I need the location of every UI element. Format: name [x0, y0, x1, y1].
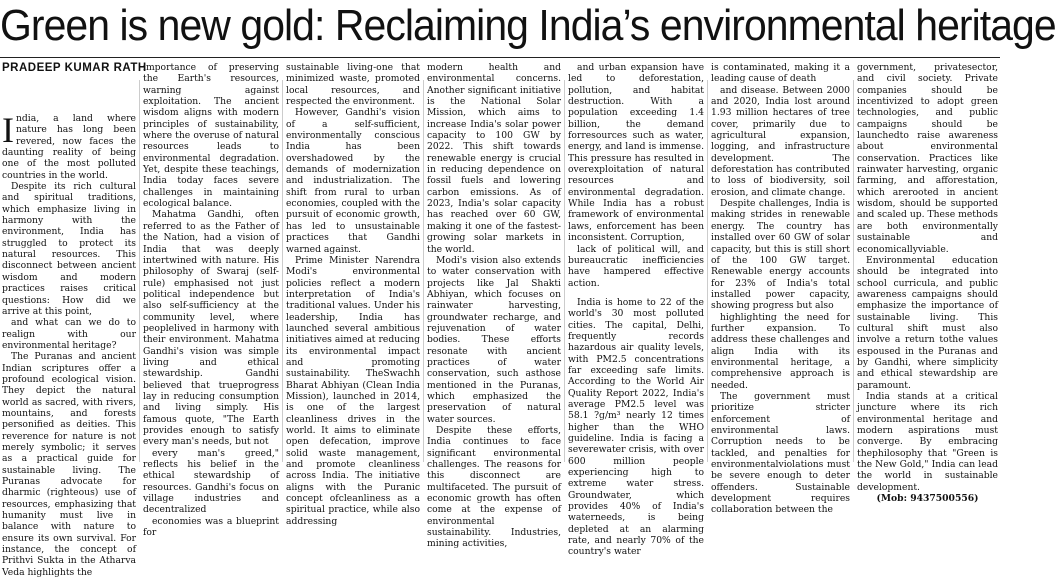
paragraph: and urban expansion have led to deforestation, pollution, and habitat destruction. With a population exceeding 1.4 billion, the demand forresources such as water, energy, and land is immense. This pressure has resulted in overexploitation of natural resources and environmental degradation. While India has a robust framework of environmental laws, enforcement has been inconsistent. Corruption,: [568, 62, 704, 244]
paragraph: government, privatesector, and civil society. Private companies should be incentivized to adopt green technologies, and public campaigns should be launchedto raise awareness about environmental conservation. Practices like rainwater harvesting, organic farming, and afforestation, which arerooted in ancient wisdom, should be supported and scaled up. These methods are both environmentally sustainable and economicallyviable.: [857, 62, 998, 255]
paragraph: Despite challenges, India is making strides in renewable energy. The country has installed over 60 GW of solar capacity, but this is still short of the 100 GW target. Renewable energy accounts for 23% of India's total installed power capacity, showing progress but also: [711, 198, 850, 312]
paragraph: lack of political will, and bureaucratic inefficiencies have hampered effective action.: [568, 243, 704, 289]
paragraph: Modi's vision also extends to water conservation with projects like Jal Shakti Abhiyan, which focuses on rainwater harvesting, groundwater recharge, and rejuvenation of water bodies. These efforts resonate with ancient practices of water conservation, such asthose mentioned in the Puranas, which emphasized the preservation of natural water sources.: [427, 254, 561, 425]
paragraph: The Puranas and ancient Indian scriptures offer a profound ecological vision. They depict the natural world as sacred, with rivers, mountains, and forests personified as deities. This reverence for nature is not merely symbolic; it serves as a practical guide for sustainable living. The Puranas advocate for dharmic (righteous) use of resources, emphasizing that humanity must live in balance with nature to ensure its own survival. For instance, the concept of Prithvi Sukta in the Atharva Veda highlights the: [2, 351, 136, 578]
article-column-3: [286, 62, 420, 527]
paragraph: is contaminated, making it a leading cause of death: [711, 62, 850, 85]
paragraph: Despite its rich cultural and spiritual traditions, which emphasize living in harmony with the environment, India has struggled to protect its natural resources. This disconnect between ancient wisdom and modern practices raises critical questions: How did we arrive at this point,: [2, 181, 136, 317]
paragraph: Prime Minister Narendra Modi's environmental policies reflect a modern interpretation of India's traditional values. Under his leadership, India has launched several ambitious initiatives aimed at reducing its environmental impact and promoting sustainability. TheSwachh Bharat Abhiyan (Clean India Mission), launched in 2014, is one of the largest cleanliness drives in the world. It aims to eliminate open defecation, improve solid waste management, and promote cleanliness across India. The initiative aligns with the Puranic concept ofcleanliness as a spiritual practice, while also addressing: [286, 254, 420, 527]
paragraph: and disease. Between 2000 and 2020, India lost around 1.93 million hectares of tree cover, primarily due to agricultural expansion, logging, and infrastructure development. The deforestation has contributed to loss of biodiversity, soil erosion, and climate change.: [711, 84, 850, 198]
column-divider: [423, 80, 424, 462]
paragraph: Environmental education should be integrated into school curricula, and public awareness campaigns should emphasize the importance of sustainable living. This cultural shift must also involve a return tothe values espoused in the Puranas and by Gandhi, where simplicity and ethical stewardship are paramount.: [857, 254, 998, 391]
paragraph: India is home to 22 of the world's 30 most polluted cities. The capital, Delhi, frequently records hazardous air quality levels, with PM2.5 concentrations far exceeding safe limits. According to the World Air Quality Report 2022, India's average PM2.5 level was 58.1 ?g/m³ nearly 12 times higher than the WHO guideline. India is facing a severewater crisis, with over 600 million people experiencing high to extreme water stress. Groundwater, which provides 40% of India's waterneeds, is being depleted at an alarming rate, and nearly 70% of the country's water: [568, 296, 704, 558]
article-column-1: [2, 110, 136, 578]
column-divider: [707, 80, 708, 462]
paragraph: Despite these efforts, India continues to face significant environmental challenges. The reasons for this disconnect are multifaceted. The pursuit of economic growth has often come at the expense of environmental sustainability. Industries, mining activities,: [427, 425, 561, 550]
paragraph: highlighting the need for further expansion. To address these challenges and align India with its environmental heritage, a comprehensive approach is needed.: [711, 311, 850, 391]
column-divider: [139, 80, 140, 462]
headline: Green is new gold: Reclaiming India’s environmental heritage: [0, 1, 1056, 50]
paragraph: importance of preserving the Earth's resources, warning against exploitation. The ancient wisdom aligns with modern principles of sustainability, where the overuse of natural resources leads to environmental degradation. Yet, despite these teachings, India today faces severe challenges in maintaining ecological balance.: [143, 62, 279, 210]
author-contact: (Mob: 9437500556): [876, 493, 979, 505]
paragraph: The government must prioritize stricter enforcement of environmental laws. Corruption needs to be tackled, and penalties for environmentalviolations must be severe enough to deter offenders. Sustainable development requires collaboration between the: [711, 390, 850, 516]
column-divider: [282, 80, 283, 462]
article-column-5: [568, 62, 704, 558]
paragraph: and what can we do to realign with our environmental heritage?: [2, 317, 136, 351]
paragraph: Mahatma Gandhi, often referred to as the Father of the Nation, had a vision of India that was deeply intertwined with nature. His philosophy of Swaraj (self-rule) emphasised not just political independence but also self-sufficiency at the community level, where peoplelived in harmony with their environment. Mahatma Gandhi's vision was simple living and ethical stewardship. Gandhi believed that trueprogress lay in reducing consumption and living simply. His famous quote, "The Earth provides enough to satisfy every man's needs, but not: [143, 209, 279, 448]
column-divider: [853, 80, 854, 462]
column-divider: [564, 80, 565, 462]
article-column-6: [711, 62, 850, 516]
headline-rule: [0, 57, 1000, 58]
paragraph: economies was a blueprint for: [143, 515, 279, 539]
paragraph: ndia, a land where nature has long been revered, now faces the daunting reality of being one of the most polluted countries in the world.: [2, 113, 136, 181]
article-column-7: [857, 62, 998, 505]
lead-paragraph: [2, 110, 136, 181]
drop-cap: I: [2, 110, 14, 150]
article-column-2: [143, 62, 279, 539]
byline: PRADEEP KUMAR RATH: [2, 62, 147, 74]
paragraph: sustainable living-one that minimized waste, promoted local resources, and respected the environment.: [286, 62, 420, 108]
paragraph: India stands at a critical juncture where its rich environmental heritage and modern aspirations must converge. By embracing thephilosophy that "Green is the New Gold," India can lead the world in sustainable development.: [857, 390, 998, 493]
paragraph: every man's greed," reflects his belief in the ethical stewardship of resources. Gandhi's focus on village industries and decentralized: [143, 447, 279, 516]
paragraph: However, Gandhi's vision of a self-sufficient, environmentally conscious India has been overshadowed by the demands of modernization and industrialization. The shift from rural to urban economies, coupled with the pursuit of economic growth, has led to unsustainable practices that Gandhi warned against.: [286, 107, 420, 255]
paragraph: modern health and environmental concerns. Another significant initiative is the National Solar Mission, which aims to increase India's solar power capacity to 100 GW by 2022. This shift towards renewable energy is crucial in reducing dependence on fossil fuels and lowering carbon emissions. As of 2023, India's solar capacity has reached over 60 GW, making it one of the fastest-growing solar markets in the world.: [427, 62, 561, 255]
article-column-4: [427, 62, 561, 550]
